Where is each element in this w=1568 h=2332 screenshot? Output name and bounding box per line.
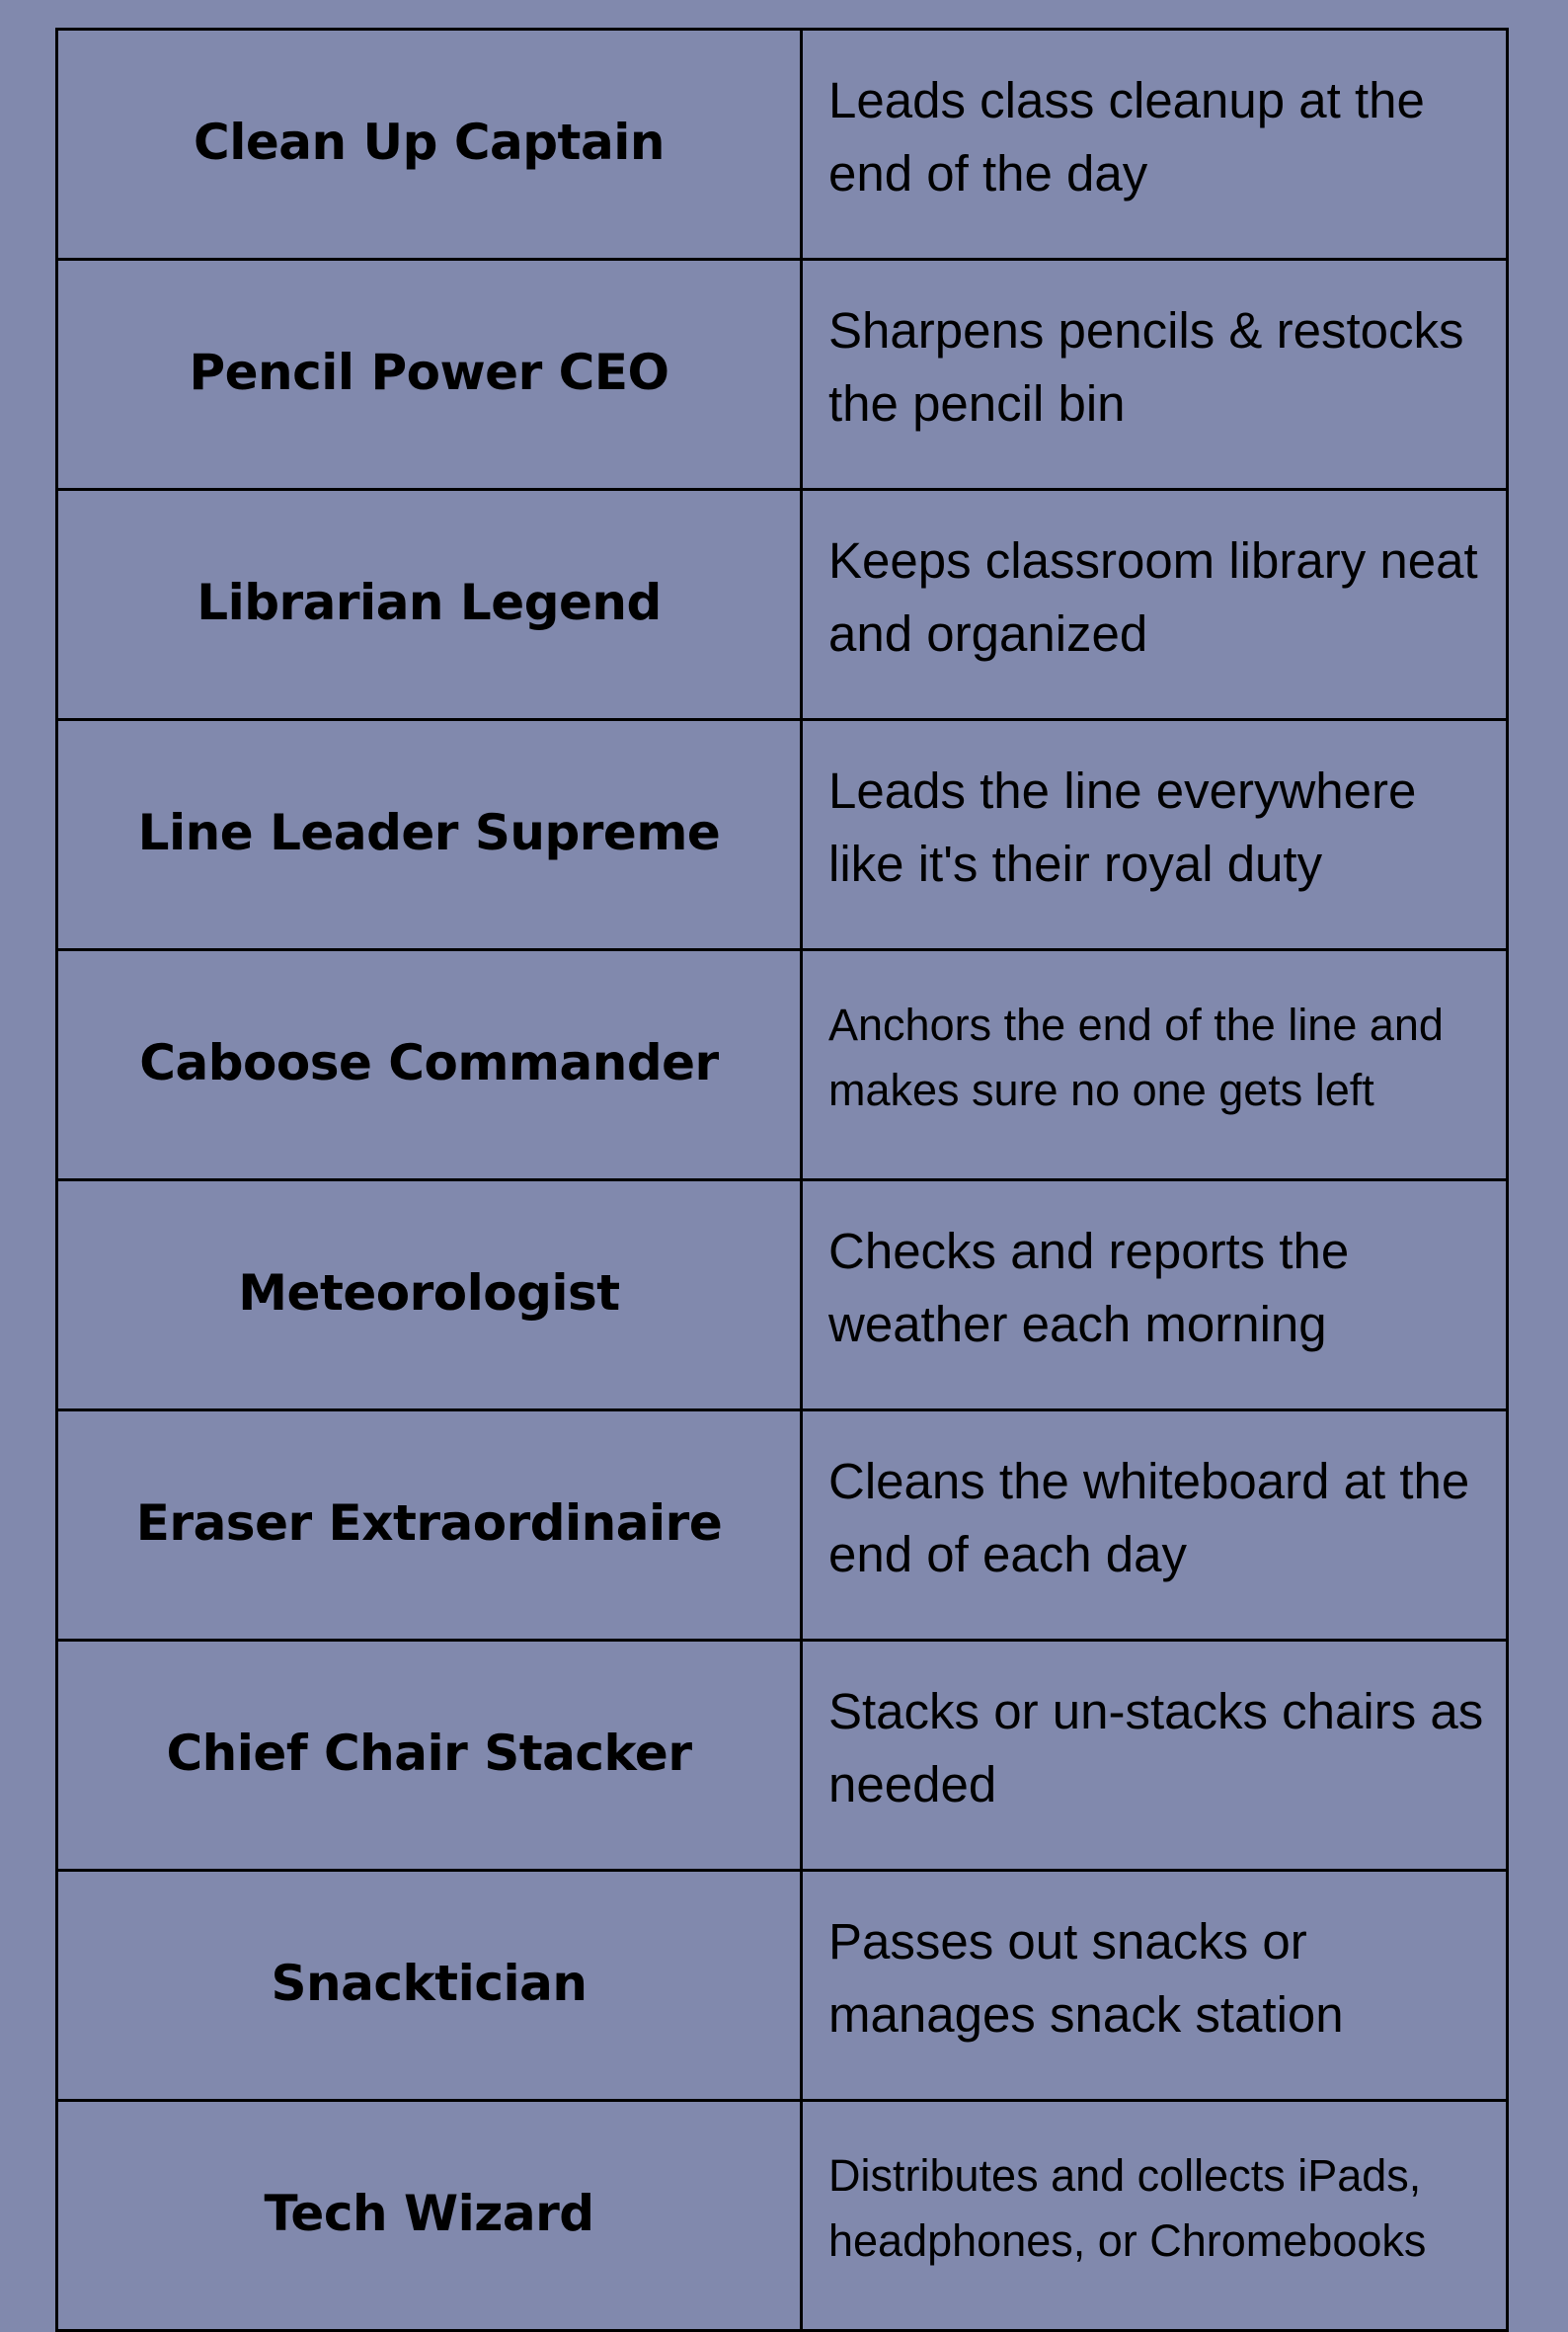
job-description: Cleans the whiteboard at the end of each day (802, 1410, 1508, 1641)
table-row (57, 1871, 1508, 2101)
table-row (57, 1180, 1508, 1410)
table-row (57, 950, 1508, 1180)
table-row (57, 2101, 1508, 2331)
job-role: Meteorologist (57, 1180, 802, 1410)
job-description: Passes out snacks or manages snack station (802, 1871, 1508, 2101)
table-row (57, 720, 1508, 950)
job-role: Pencil Power CEO (57, 260, 802, 490)
job-description: Sharpens pencils & restocks the pencil bin (802, 260, 1508, 490)
table-row (57, 1410, 1508, 1641)
job-description: Stacks or un-stacks chairs as needed (802, 1641, 1508, 1871)
job-role: Line Leader Supreme (57, 720, 802, 950)
job-description: Distributes and collects iPads, headphones, or Chromebooks (802, 2101, 1508, 2331)
job-description: Leads class cleanup at the end of the day (802, 30, 1508, 260)
job-role: Tech Wizard (57, 2101, 802, 2331)
job-description: Leads the line everywhere like it's their royal duty (802, 720, 1508, 950)
job-role: Snacktician (57, 1871, 802, 2101)
job-role: Librarian Legend (57, 490, 802, 720)
table-row (57, 30, 1508, 260)
table-row (57, 1641, 1508, 1871)
job-role: Caboose Commander (57, 950, 802, 1180)
job-description: Anchors the end of the line and makes sure no one gets left (802, 950, 1508, 1180)
job-role: Chief Chair Stacker (57, 1641, 802, 1871)
table-row (57, 260, 1508, 490)
job-description: Checks and reports the weather each morning (802, 1180, 1508, 1410)
job-description: Keeps classroom library neat and organized (802, 490, 1508, 720)
job-role: Clean Up Captain (57, 30, 802, 260)
job-role: Eraser Extraordinaire (57, 1410, 802, 1641)
table-row (57, 490, 1508, 720)
classroom-jobs-table (55, 28, 1509, 2332)
